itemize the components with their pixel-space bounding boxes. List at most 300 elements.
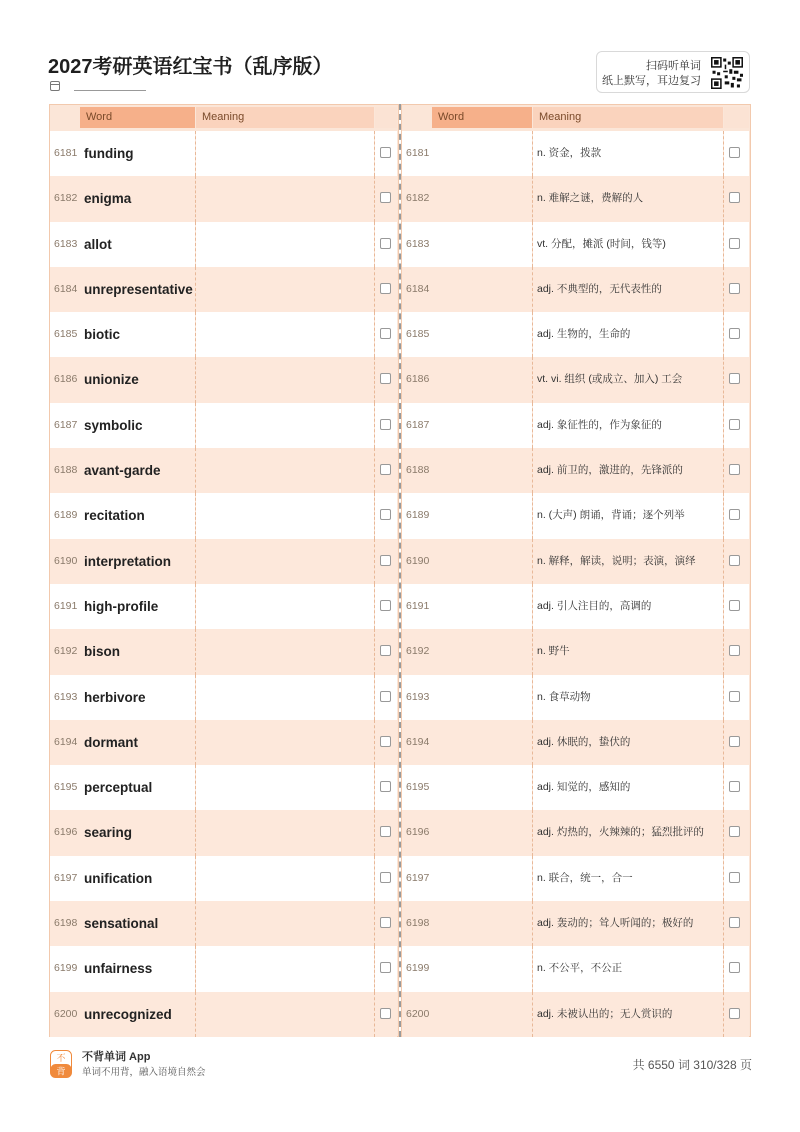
meaning-cell: n. 食草动物 [533,675,723,720]
meaning-cell: n. 联合，统一，合一 [533,856,723,901]
row-number: 6189 [406,509,430,522]
meaning-cell: adj. 知觉的，感知的 [533,765,723,810]
column-divider [532,448,533,493]
table-row [402,856,750,901]
word-blank[interactable] [432,267,532,312]
checkbox[interactable] [729,1008,740,1019]
word-blank[interactable] [432,357,532,402]
column-divider [374,584,375,629]
word-blank[interactable] [432,131,532,176]
row-number: 6192 [406,645,430,658]
meaning-blank[interactable] [196,946,374,991]
row-number: 6193 [54,690,78,703]
table-row [402,267,750,312]
row-number: 6198 [406,917,430,930]
column-divider [374,901,375,946]
checkbox[interactable] [380,509,391,520]
meaning-blank[interactable] [196,765,374,810]
column-divider [723,901,724,946]
row-number: 6183 [406,237,430,250]
column-divider [532,267,533,312]
promo-text [602,59,701,89]
row-number: 6187 [54,418,78,431]
table-row [402,810,750,855]
table-row [402,946,750,991]
word-cell: unionize [80,357,195,402]
checkbox[interactable] [380,328,391,339]
table-row [402,629,750,674]
meaning-blank[interactable] [196,222,374,267]
word-cell: unification [80,856,195,901]
row-number: 6199 [54,962,78,975]
checkbox[interactable] [380,736,391,747]
row-number: 6188 [406,464,430,477]
meaning-cell: adj. 未被认出的；无人赏识的 [533,992,723,1037]
logo-char-bottom: 背 [56,1067,66,1078]
column-divider [723,131,724,176]
column-divider [723,765,724,810]
column-divider [723,675,724,720]
meaning-blank[interactable] [196,539,374,584]
meaning-cell: adj. 象征性的，作为象征的 [533,403,723,448]
checkbox[interactable] [729,238,740,249]
table-row [50,131,398,176]
column-divider [195,720,196,765]
header-check-right [724,107,749,128]
column-divider [723,312,724,357]
table-row [402,675,750,720]
row-number: 6194 [406,735,430,748]
meaning-blank[interactable] [196,357,374,402]
checkbox[interactable] [729,826,740,837]
checkbox[interactable] [729,600,740,611]
qr-code-icon[interactable] [711,57,743,89]
checkbox[interactable] [380,373,391,384]
row-number: 6187 [406,418,430,431]
word-blank[interactable] [432,176,532,221]
column-divider [723,222,724,267]
table-row [402,992,750,1037]
table-row [50,629,398,674]
checkbox[interactable] [380,283,391,294]
meaning-blank[interactable] [196,267,374,312]
column-divider [374,675,375,720]
checkbox[interactable] [729,192,740,203]
word-cell: interpretation [80,539,195,584]
table-row [402,765,750,810]
checkbox[interactable] [380,600,391,611]
column-divider [532,222,533,267]
column-divider [195,131,196,176]
column-divider [195,629,196,674]
checkbox[interactable] [729,419,740,430]
meaning-cell: adj. 轰动的；耸人听闻的；极好的 [533,901,723,946]
meaning-cell: vt. 分配，摊派 (时间，钱等) [533,222,723,267]
footer-app-name: 不背单词 App [82,1051,151,1063]
word-blank[interactable] [432,403,532,448]
header-word-right: Word [432,107,532,128]
column-divider [374,493,375,538]
word-cell: enigma [80,176,195,221]
header-check-left [375,107,397,128]
column-divider [532,131,533,176]
checkbox[interactable] [729,781,740,792]
table-row [402,539,750,584]
word-blank[interactable] [432,629,532,674]
column-divider [532,720,533,765]
column-divider [723,810,724,855]
word-cell: unfairness [80,946,195,991]
checkbox[interactable] [380,872,391,883]
column-divider [532,675,533,720]
column-divider [723,946,724,991]
meaning-cell: adj. 不典型的，无代表性的 [533,267,723,312]
table-row [402,403,750,448]
word-cell: sensational [80,901,195,946]
table-row [50,901,398,946]
row-number: 6184 [406,282,430,295]
table-row [402,720,750,765]
column-divider [195,810,196,855]
word-cell: high-profile [80,584,195,629]
meaning-cell: n. 不公平，不公正 [533,946,723,991]
checkbox[interactable] [729,147,740,158]
column-divider [532,901,533,946]
checkbox[interactable] [380,464,391,475]
row-number: 6182 [54,192,78,205]
checkbox[interactable] [380,691,391,702]
table-row [402,312,750,357]
row-number: 6181 [54,147,78,159]
column-divider [374,357,375,402]
column-divider [374,448,375,493]
meaning-blank[interactable] [196,176,374,221]
table-row [50,856,398,901]
column-divider [195,992,196,1037]
rows-right [402,131,750,1037]
column-divider [374,629,375,674]
row-number: 6192 [54,645,78,658]
table-row [50,403,398,448]
column-divider [532,493,533,538]
column-divider [195,765,196,810]
promo-line-1: 扫码听单词 [646,60,701,72]
rows-left [50,131,398,1037]
column-divider [374,946,375,991]
checkbox[interactable] [729,555,740,566]
footer-slogan: 单词不用背，融入语境自然会 [82,1067,206,1078]
word-blank[interactable] [432,946,532,991]
column-divider [532,856,533,901]
checkbox[interactable] [380,419,391,430]
word-blank[interactable] [432,222,532,267]
row-number: 6190 [54,554,78,567]
word-blank[interactable] [432,312,532,357]
meaning-blank[interactable] [196,901,374,946]
word-cell: biotic [80,312,195,357]
column-divider [532,810,533,855]
checkbox[interactable] [729,464,740,475]
row-number: 6190 [406,554,430,567]
checkbox[interactable] [380,555,391,566]
word-blank[interactable] [432,856,532,901]
table-row [50,584,398,629]
meaning-blank[interactable] [196,856,374,901]
checkbox[interactable] [729,283,740,294]
column-divider [374,312,375,357]
word-blank[interactable] [432,448,532,493]
column-divider [195,222,196,267]
header-meaning-right: Meaning [533,107,723,128]
checkbox[interactable] [380,238,391,249]
table-row [50,222,398,267]
meaning-blank[interactable] [196,493,374,538]
meaning-blank[interactable] [196,629,374,674]
column-divider [374,131,375,176]
meaning-cell: n. 解释，解读，说明；表演，演绎 [533,539,723,584]
meaning-cell: n. 难解之谜，费解的人 [533,176,723,221]
table-row [50,176,398,221]
table-row [50,357,398,402]
checkbox[interactable] [729,691,740,702]
table-row [50,267,398,312]
table-row [50,312,398,357]
meaning-blank[interactable] [196,810,374,855]
word-cell: herbivore [80,675,195,720]
meaning-cell: n. (大声) 朗诵，背诵；逐个列举 [533,493,723,538]
column-divider [532,992,533,1037]
meaning-blank[interactable] [196,448,374,493]
row-number: 6196 [406,826,430,839]
checkbox[interactable] [380,962,391,973]
row-number: 6195 [54,781,78,794]
word-blank[interactable] [432,810,532,855]
meaning-blank[interactable] [196,992,374,1037]
row-number: 6195 [406,781,430,794]
app-logo-icon [50,1050,72,1078]
column-divider [195,403,196,448]
meaning-blank[interactable] [196,584,374,629]
column-divider [532,312,533,357]
word-table-right [401,104,751,1037]
meaning-blank[interactable] [196,675,374,720]
table-row [402,176,750,221]
column-divider [374,403,375,448]
meaning-blank[interactable] [196,403,374,448]
checkbox[interactable] [380,826,391,837]
page-counter: 共 6550 词 310/328 页 [632,1058,752,1072]
table-row [402,493,750,538]
column-divider [723,493,724,538]
row-number: 6197 [406,871,430,884]
checkbox[interactable] [729,373,740,384]
column-divider [374,856,375,901]
row-number: 6184 [54,282,78,295]
table-row [50,946,398,991]
meaning-cell: adj. 休眠的，蛰伏的 [533,720,723,765]
word-blank[interactable] [432,493,532,538]
promo-line-2: 纸上默写，耳边复习 [602,75,701,87]
checkbox[interactable] [380,645,391,656]
table-row [402,901,750,946]
date-field-line [74,80,146,91]
meaning-cell: adj. 生物的，生命的 [533,312,723,357]
meaning-cell: vt. vi. 组织 (或成立、加入) 工会 [533,357,723,402]
word-blank[interactable] [432,584,532,629]
column-divider [195,584,196,629]
date-row [50,80,146,91]
word-cell: bison [80,629,195,674]
column-divider [723,448,724,493]
column-divider [532,765,533,810]
table-row [50,810,398,855]
word-blank[interactable] [432,901,532,946]
column-divider [374,720,375,765]
column-divider [374,176,375,221]
word-cell: avant-garde [80,448,195,493]
word-cell: unrepresentative [80,267,195,312]
word-blank[interactable] [432,720,532,765]
table-row [402,584,750,629]
meaning-blank[interactable] [196,312,374,357]
word-cell: allot [80,222,195,267]
column-divider [195,946,196,991]
row-number: 6198 [54,917,78,930]
word-blank[interactable] [432,765,532,810]
column-divider [195,539,196,584]
row-number: 6183 [54,237,78,250]
column-divider [195,493,196,538]
word-blank[interactable] [432,992,532,1037]
column-divider [723,720,724,765]
meaning-blank[interactable] [196,720,374,765]
meaning-cell: adj. 灼热的，火辣辣的；猛烈批评的 [533,810,723,855]
word-cell: symbolic [80,403,195,448]
row-number: 6191 [54,599,78,612]
column-divider [374,539,375,584]
meaning-cell: n. 资金，拨款 [533,131,723,176]
column-divider [195,448,196,493]
column-divider [195,312,196,357]
word-blank[interactable] [432,539,532,584]
row-number: 6189 [54,509,78,522]
table-row [50,493,398,538]
page-title: 2027考研英语红宝书（乱序版） [48,56,333,78]
column-divider [723,629,724,674]
column-divider [374,992,375,1037]
meaning-blank[interactable] [196,131,374,176]
row-number: 6188 [54,464,78,477]
row-number: 6199 [406,962,430,975]
row-number: 6186 [406,373,430,386]
checkbox[interactable] [729,917,740,928]
table-row [402,131,750,176]
table-row [402,357,750,402]
checkbox[interactable] [729,736,740,747]
meaning-cell: adj. 引人注目的，高调的 [533,584,723,629]
table-row [402,448,750,493]
column-divider [723,992,724,1037]
table-row [402,222,750,267]
column-divider [195,176,196,221]
column-divider [532,539,533,584]
word-blank[interactable] [432,675,532,720]
row-number: 6197 [54,871,78,884]
column-divider [723,856,724,901]
column-divider [374,810,375,855]
checkbox[interactable] [729,872,740,883]
column-divider [723,403,724,448]
column-divider [532,176,533,221]
calendar-icon [50,81,60,91]
column-divider [532,629,533,674]
header-meaning-left: Meaning [196,107,374,128]
word-table-left [49,104,399,1037]
column-divider [195,856,196,901]
meaning-cell: adj. 前卫的，激进的，先锋派的 [533,448,723,493]
word-cell: searing [80,810,195,855]
column-divider [532,357,533,402]
row-number: 6193 [406,690,430,703]
row-number: 6185 [54,328,78,341]
row-number: 6200 [54,1007,78,1020]
table-row [50,765,398,810]
word-cell: unrecognized [80,992,195,1037]
logo-char-top: 不 [56,1054,66,1064]
meaning-cell: n. 野牛 [533,629,723,674]
row-number: 6196 [54,826,78,839]
checkbox[interactable] [380,781,391,792]
checkbox[interactable] [380,192,391,203]
row-number: 6181 [406,147,430,159]
word-cell: perceptual [80,765,195,810]
table-row [50,448,398,493]
row-number: 6194 [54,735,78,748]
checkbox[interactable] [729,509,740,520]
column-divider [195,675,196,720]
column-divider [723,357,724,402]
column-divider [723,267,724,312]
column-divider [374,765,375,810]
checkbox[interactable] [729,645,740,656]
row-number: 6200 [406,1007,430,1020]
row-number: 6182 [406,192,430,205]
column-divider [723,584,724,629]
audio-promo-box [596,51,750,93]
checkbox[interactable] [729,962,740,973]
header-word-left: Word [80,107,195,128]
checkbox[interactable] [380,917,391,928]
column-divider [532,946,533,991]
table-row [50,992,398,1037]
row-number: 6191 [406,599,430,612]
column-divider [195,901,196,946]
column-divider [195,357,196,402]
checkbox[interactable] [380,1008,391,1019]
column-divider [532,403,533,448]
row-number: 6186 [54,373,78,386]
table-row [50,720,398,765]
column-divider [723,539,724,584]
row-number: 6185 [406,328,430,341]
word-cell: dormant [80,720,195,765]
column-divider [532,584,533,629]
checkbox[interactable] [380,147,391,158]
checkbox[interactable] [729,328,740,339]
column-divider [723,176,724,221]
word-cell: recitation [80,493,195,538]
table-row [50,539,398,584]
